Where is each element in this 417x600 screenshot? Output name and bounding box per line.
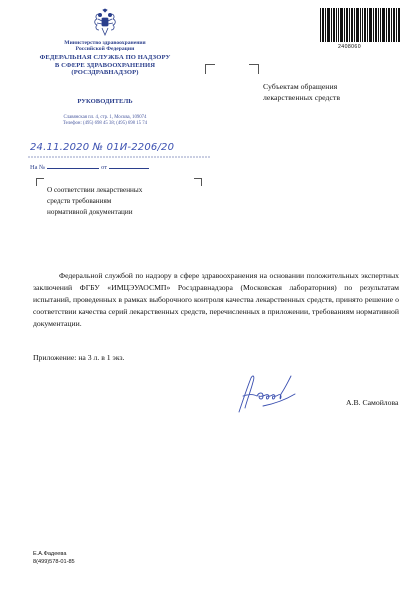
recipient-corner-left [205, 64, 215, 74]
address-line-1: Славянская пл. 4, стр. 1, Москва, 109074 [63, 115, 147, 120]
ministry-name [10, 40, 200, 53]
subject-corner-right [194, 178, 202, 186]
handwritten-signature [233, 370, 313, 418]
agency-name [10, 54, 200, 77]
agency-line-3: (РОСЗДРАВНАДЗОР) [71, 69, 139, 77]
letter-body: Федеральной службой по надзору в сфере здравоохранения на основании положительных экспертных заключений ФГБУ «ИМЦЭУАОСМП» Росздравнадзора (Московская лабораторния) по результатам испытаний, проведенных в рамках выборочного контроля качества лекарственных средств, принято решение о соответствии качества серий лекарственных средств, перечисленных в приложении, требованиям нормативной документации. [33, 271, 399, 328]
agency-line-1: ФЕДЕРАЛЬНАЯ СЛУЖБА ПО НАДЗОРУ [39, 54, 171, 61]
executor-phone: 8(499)578-01-85 [33, 559, 75, 566]
recipient-block [263, 82, 340, 103]
registration-number-handwritten: 24.11.2020 № 01И-2206/20 [30, 142, 175, 153]
address-line-2: Телефон: (495) 698 45 38; (495) 698 15 74 [62, 121, 148, 127]
signatory-role: РУКОВОДИТЕЛЬ [77, 98, 133, 105]
reference-number-blank [47, 168, 99, 169]
subject-corner-left [36, 178, 44, 186]
annex-note: Приложение: на 3 л. в 1 экз. [33, 353, 125, 362]
signer-name: А.В. Самойлова [346, 398, 399, 407]
letter-subject [47, 185, 142, 217]
ministry-line-2: Российской Федерации [75, 46, 135, 53]
recipient-line-1: Субъектам обращения [263, 82, 338, 91]
reference-date-blank [109, 168, 149, 169]
agency-address [10, 115, 200, 128]
subject-line-3: нормативной документации [47, 207, 133, 216]
recipient-line-2: лекарственных средств [263, 92, 341, 102]
barcode [320, 8, 400, 42]
recipient-corner-right [249, 64, 259, 74]
subject-line-2: средств требованиям [47, 196, 112, 205]
agency-line-2: В СФЕРЕ ЗДРАВООХРАНЕНИЯ [54, 61, 156, 69]
reference-date-label: от [101, 164, 108, 171]
reference-number-label: На № [30, 164, 46, 171]
barcode-number: 2408060 [338, 44, 361, 50]
double-headed-eagle-emblem-icon [92, 8, 118, 38]
reference-line [30, 164, 151, 171]
subject-line-1: О соответствии лекарственных [47, 186, 143, 194]
registration-underline [28, 155, 210, 159]
executor-info [33, 550, 75, 566]
ministry-line-1: Министерство здравоохранения [64, 40, 146, 46]
executor-name: Е.А.Фадеева [33, 551, 67, 557]
